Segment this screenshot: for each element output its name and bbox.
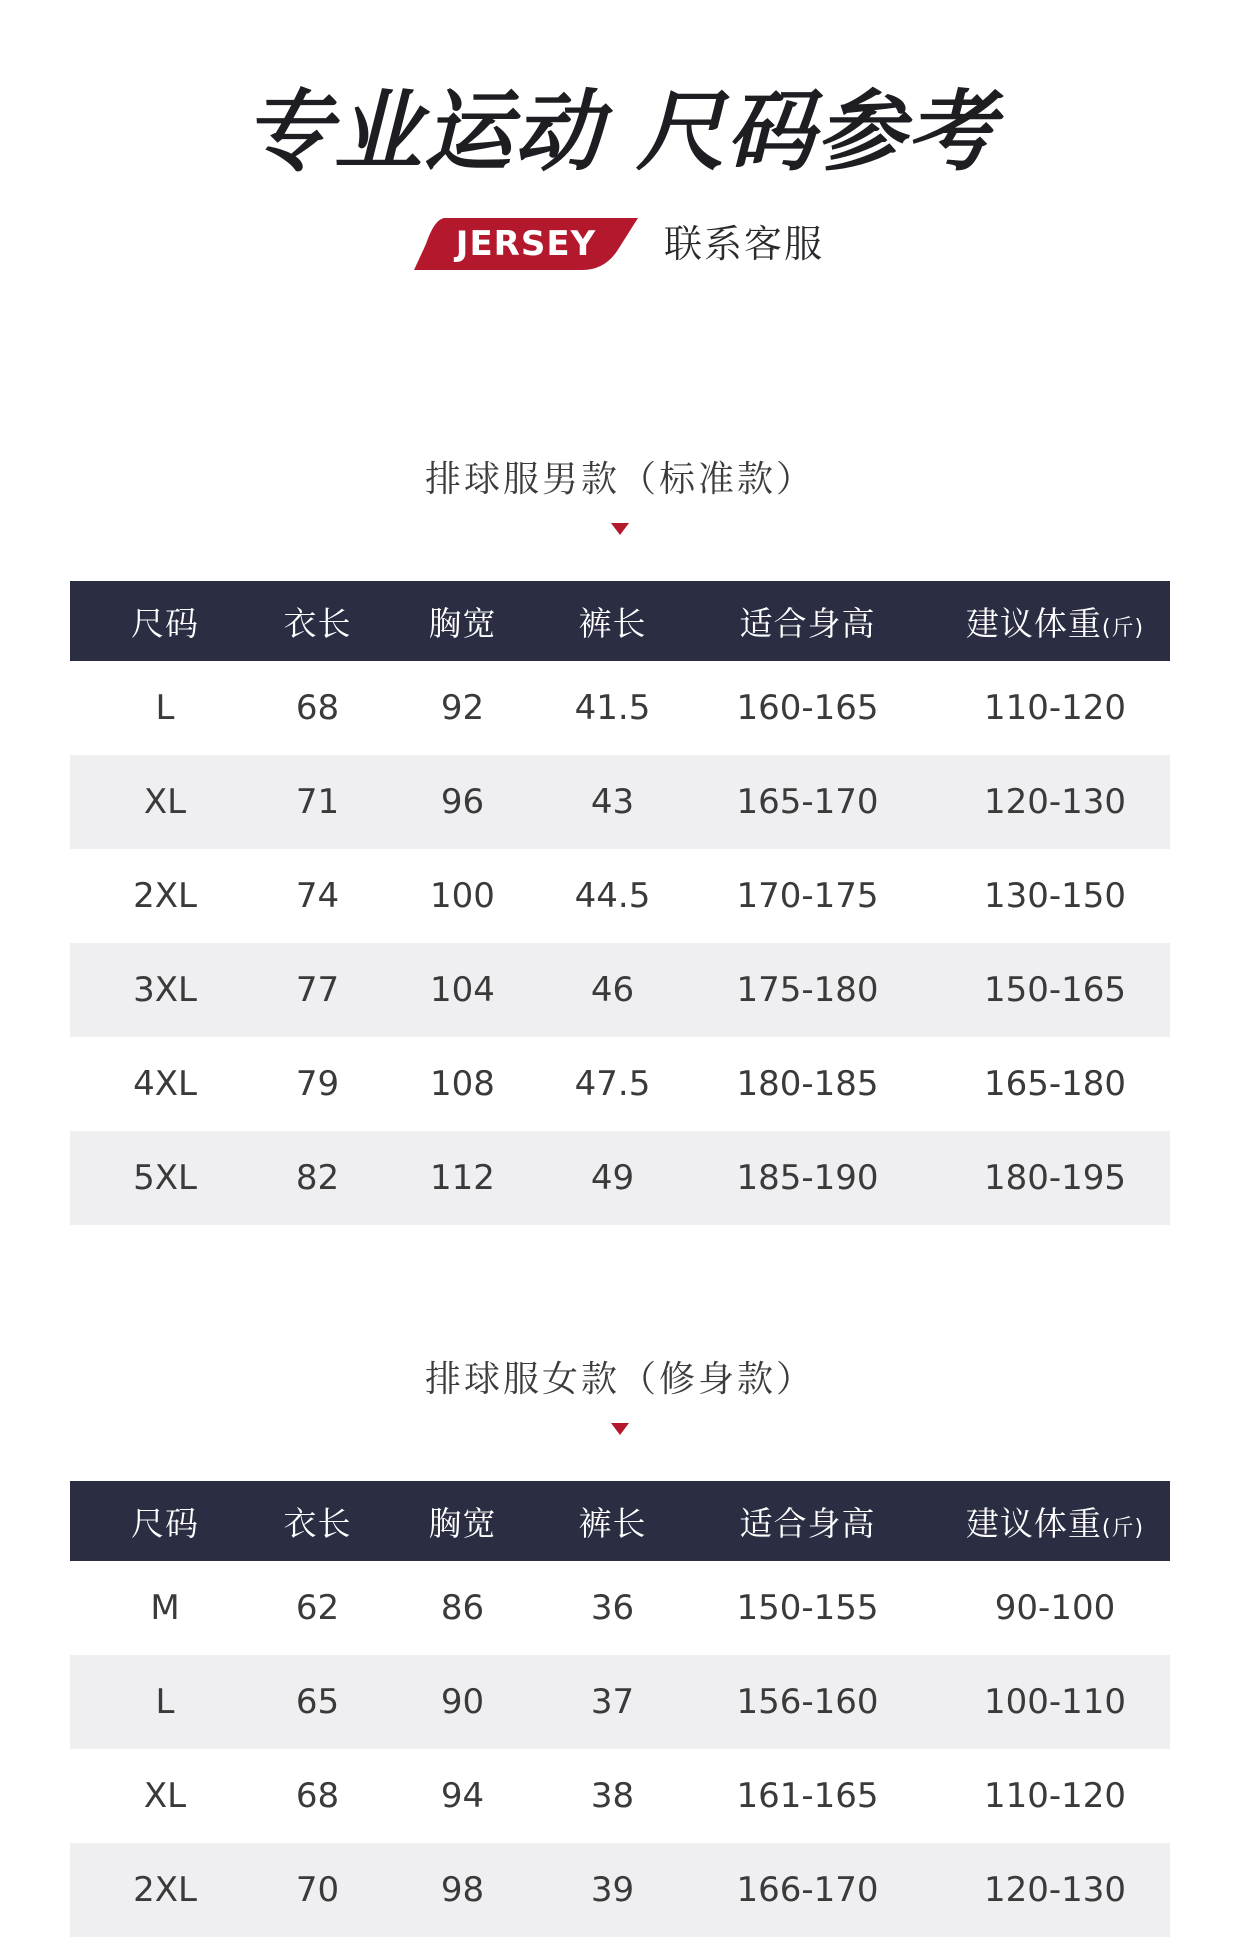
pants-cell: 49: [550, 1131, 675, 1225]
table-row: [70, 1655, 1170, 1749]
pants-cell: 41.5: [550, 661, 675, 755]
column-header-height: 适合身高: [675, 1481, 940, 1561]
chest-cell: 100: [375, 849, 550, 943]
height-cell: 185-190: [675, 1131, 940, 1225]
column-header-chest: 胸宽: [375, 1481, 550, 1561]
length-cell: 68: [260, 661, 375, 755]
length-cell: 65: [260, 1655, 375, 1749]
chest-cell: 94: [375, 1749, 550, 1843]
table-row: [70, 1037, 1170, 1131]
table-row: [70, 1131, 1170, 1225]
column-header-length: 衣长: [260, 1481, 375, 1561]
column-header-pants: 裤长: [550, 1481, 675, 1561]
length-cell: 71: [260, 755, 375, 849]
weight-cell: 165-180: [940, 1037, 1170, 1131]
column-header-weight: [940, 1481, 1170, 1561]
chest-cell: 108: [375, 1037, 550, 1131]
height-cell: 166-170: [675, 1843, 940, 1937]
chest-cell: 104: [375, 943, 550, 1037]
length-cell: 62: [260, 1561, 375, 1655]
header-badge-row: [0, 218, 1240, 274]
table-row: [70, 661, 1170, 755]
height-cell: 161-165: [675, 1749, 940, 1843]
jersey-badge-label: JERSEY: [455, 224, 597, 264]
length-cell: 74: [260, 849, 375, 943]
column-header-weight: [940, 581, 1170, 661]
height-cell: 180-185: [675, 1037, 940, 1131]
size-cell: 2XL: [70, 1843, 260, 1937]
weight-cell: 100-110: [940, 1655, 1170, 1749]
weight-label: 建议体重: [965, 603, 1102, 643]
size-cell: XL: [70, 755, 260, 849]
section-title: 排球服女款（修身款）: [424, 1359, 815, 1400]
chest-cell: 112: [375, 1131, 550, 1225]
column-header-chest: 胸宽: [375, 581, 550, 661]
size-cell: 4XL: [70, 1037, 260, 1131]
chest-cell: 92: [375, 661, 550, 755]
pants-cell: 44.5: [550, 849, 675, 943]
pants-cell: 38: [550, 1749, 675, 1843]
height-cell: 170-175: [675, 849, 940, 943]
table-row: [70, 1749, 1170, 1843]
pants-cell: 43: [550, 755, 675, 849]
table-row: [70, 943, 1170, 1037]
size-cell: 5XL: [70, 1131, 260, 1225]
chest-cell: 86: [375, 1561, 550, 1655]
weight-cell: 120-130: [940, 755, 1170, 849]
down-arrow-icon: [611, 523, 629, 535]
column-header-size: 尺码: [70, 581, 260, 661]
pants-cell: 39: [550, 1843, 675, 1937]
weight-cell: 110-120: [940, 1749, 1170, 1843]
size-cell: L: [70, 661, 260, 755]
table-header-row: [70, 581, 1170, 661]
height-cell: 165-170: [675, 755, 940, 849]
jersey-badge: [414, 218, 638, 270]
length-cell: 77: [260, 943, 375, 1037]
pants-cell: 47.5: [550, 1037, 675, 1131]
weight-label: 建议体重: [965, 1503, 1102, 1543]
weight-cell: 120-130: [940, 1843, 1170, 1937]
column-header-pants: 裤长: [550, 581, 675, 661]
chest-cell: 90: [375, 1655, 550, 1749]
column-header-height: 适合身高: [675, 581, 940, 661]
size-cell: 2XL: [70, 849, 260, 943]
pants-cell: 36: [550, 1561, 675, 1655]
column-header-length: 衣长: [260, 581, 375, 661]
pants-cell: 37: [550, 1655, 675, 1749]
weight-cell: 130-150: [940, 849, 1170, 943]
column-header-size: 尺码: [70, 1481, 260, 1561]
length-cell: 79: [260, 1037, 375, 1131]
table-header-row: [70, 1481, 1170, 1561]
size-cell: XL: [70, 1749, 260, 1843]
contact-service-link[interactable]: 联系客服: [664, 222, 825, 266]
size-cell: 3XL: [70, 943, 260, 1037]
section-title: 排球服男款（标准款）: [424, 459, 815, 500]
height-cell: 160-165: [675, 661, 940, 755]
down-arrow-icon: [611, 1423, 629, 1435]
size-cell: M: [70, 1561, 260, 1655]
weight-unit: (斤): [1101, 1515, 1145, 1541]
height-cell: 150-155: [675, 1561, 940, 1655]
height-cell: 175-180: [675, 943, 940, 1037]
weight-cell: 180-195: [940, 1131, 1170, 1225]
chest-cell: 96: [375, 755, 550, 849]
table-row: [70, 755, 1170, 849]
womens-size-table: [70, 1481, 1170, 1937]
length-cell: 70: [260, 1843, 375, 1937]
pants-cell: 46: [550, 943, 675, 1037]
womens-size-section: [70, 1355, 1170, 1937]
length-cell: 82: [260, 1131, 375, 1225]
mens-size-table: [70, 581, 1170, 1225]
length-cell: 68: [260, 1749, 375, 1843]
weight-unit: (斤): [1101, 615, 1145, 641]
size-cell: L: [70, 1655, 260, 1749]
weight-cell: 90-100: [940, 1561, 1170, 1655]
mens-size-section: [70, 455, 1170, 1225]
table-row: [70, 849, 1170, 943]
height-cell: 156-160: [675, 1655, 940, 1749]
chest-cell: 98: [375, 1843, 550, 1937]
table-row: [70, 1561, 1170, 1655]
page-title: 专业运动 尺码参考: [243, 80, 997, 183]
weight-cell: 150-165: [940, 943, 1170, 1037]
table-row: [70, 1843, 1170, 1937]
weight-cell: 110-120: [940, 661, 1170, 755]
